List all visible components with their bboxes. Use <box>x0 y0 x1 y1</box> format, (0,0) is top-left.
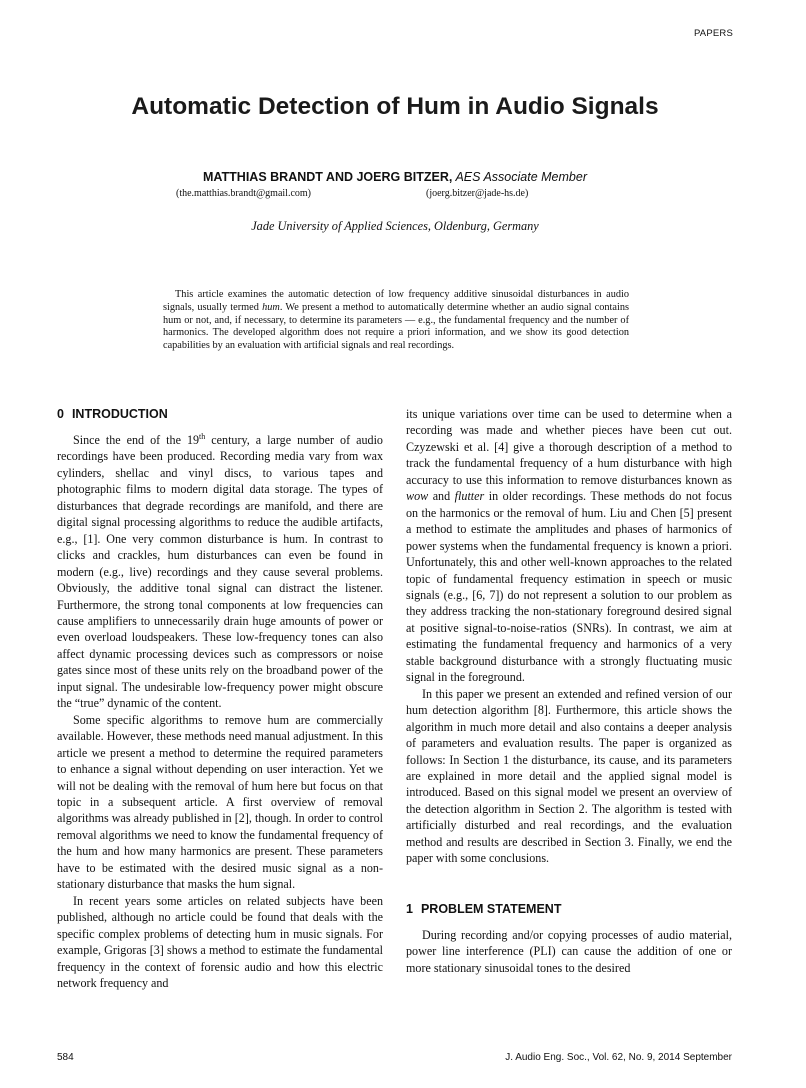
body-paragraph: In recent years some articles on related subjects have been published, although no article could be found that deals with the specific complex problems of detecting hum in music signals. For example, Grigoras [3] shows a method to estimate the fundamental frequency in the context of forensic audio and how this electric network frequency and <box>57 893 383 990</box>
paper-title: Automatic Detection of Hum in Audio Signals <box>131 93 659 120</box>
author-email-1: (the.matthias.brandt@gmail.com) <box>176 188 312 199</box>
section-heading-introduction <box>57 406 383 422</box>
abstract-emphasis: hum <box>262 301 280 313</box>
affiliation: Jade University of Applied Sciences, Oldenburg, Germany <box>251 219 539 233</box>
journal-citation: J. Audio Eng. Soc., Vol. 62, No. 9, 2014 September <box>505 1052 732 1063</box>
section-title: INTRODUCTION <box>71 407 168 421</box>
section-title: PROBLEM STATEMENT <box>420 901 562 916</box>
body-paragraph: In this paper we present an extended and refined version of our hum detection algorithm [8]. Furthermore, this article shows the algorithm in much more detail and also contains a deeper analysis of parameters and evaluation results. The paper is organized as follows: In Section 1 the disturbance, its cause, and its parameters are explained in more detail and the applied signal model is introduced. Based on this signal model we present an overview of the detection algorithm in Section 2. The algorithm is tested with artificially disturbed and real recordings, and the evaluation method and results are described in Section 3. Finally, we end the paper with some conclusions. <box>406 686 732 866</box>
abstract <box>163 289 629 353</box>
author-names: MATTHIAS BRANDT AND JOERG BITZER, <box>203 170 453 184</box>
author-email-2: (joerg.bitzer@jade-hs.de) <box>426 188 529 199</box>
emphasis: flutter <box>454 489 485 504</box>
abstract-text-1: This article examines the automatic detection of low frequency additive sinusoidal disturbances in audio signals, usually termed <box>163 289 629 313</box>
left-column <box>57 406 383 991</box>
paragraph-text: Since the end of the 19 <box>73 433 200 447</box>
paragraph-text: and <box>428 489 455 504</box>
running-header: PAPERS <box>693 28 733 39</box>
section-number: 1 <box>406 901 413 916</box>
page-number: 584 <box>57 1052 74 1063</box>
body-paragraph <box>57 432 383 712</box>
body-paragraph <box>406 406 732 686</box>
section-heading-problem-statement <box>406 901 732 917</box>
right-column <box>406 406 732 976</box>
emphasis: wow <box>406 489 429 504</box>
abstract-text-2: . We present a method to automatically determine whether an audio signal contains hum or not, and, if necessary, to determine its parameters — e.g., the fundamental frequency and the number of harmonics. The developed algorithm does not require a priori information, and we show its good detection capabilities by an evaluation with artificial signals and real recordings. <box>163 301 629 352</box>
superscript: th <box>199 431 206 441</box>
author-membership: AES Associate Member <box>455 170 587 184</box>
body-paragraph: Some specific algorithms to remove hum are commercially available. However, these methods need manual adjustment. In this article we present a method to determine the required parameters to enhance a signal without depending on user interaction. Yet we will not be dealing with the removal of hum here but focus on that topic in a subsequent article. A first overview of removal algorithms was already published in [2], though. In order to control removal algorithms we need to know the fundamental frequency of the hum and how many harmonics are present. These parameters have to be estimated with the desired music signal as a non-stationary disturbance that masks the hum signal. <box>57 712 383 892</box>
paragraph-text: century, a large number of audio recordings have been produced. Recording media vary from wax cylinders, shellac and vinyl discs, to various tapes and photographic films to modern digital data storage. The types of disturbances that degrade recordings are manifold, and there are digital signal processing algorithms to reduce the audible artifacts, e.g., [1]. One very common disturbance is hum. In contrast to clicks and crackles, hum disturbances can even be found in modern (e.g., live) recordings and they cause several problems. Obviously, the additive tonal signal can distract the listener. Furthermore, the strong tonal components at low frequencies can cause amplifiers to unnecessarily drain huge amounts of power or even overload loudspeakers. These low-frequency tones can also affect dynamic processing devices such as compressors or noise gates since most of these units rely on the broadband power of the input signal. The undesirable low-frequency power might obscure the “true” dynamic of the content. <box>57 433 383 711</box>
paragraph-text: in older recordings. These methods do not focus on the harmonics or the removal of hum. Liu and Chen [5] present a method to estimate the amplitudes and phases of harmonics of power systems when the fundamental frequency is known a priori. Unfortunately, this and other well-known approaches to the related topic of fundamental frequency estimation in speech or music signals (e.g., [6, 7]) do not represent a solution to our problem as they address tracking the non-stationary foreground desired signal at positive signal-to-noise-ratios (SNRs). In contrast, we aim at estimating the fundamental frequency and harmonics of a very stable background disturbance with a strongly fluctuating music signal in the foreground. <box>406 489 732 685</box>
author-line <box>0 170 790 185</box>
body-paragraph: During recording and/or copying processes of audio material, power line interference (PLI) can cause the addition of one or more stationary sinusoidal tones to the desired <box>406 927 732 975</box>
section-number: 0 <box>57 407 64 421</box>
paragraph-text: its unique variations over time can be used to determine when a recording was made and whether pieces have been cut out. Czyzewski et al. [4] give a thorough description of a method to track the fundamental frequency of a hum disturbance with high accuracy to use this information to remove disturbances known as <box>406 407 732 487</box>
